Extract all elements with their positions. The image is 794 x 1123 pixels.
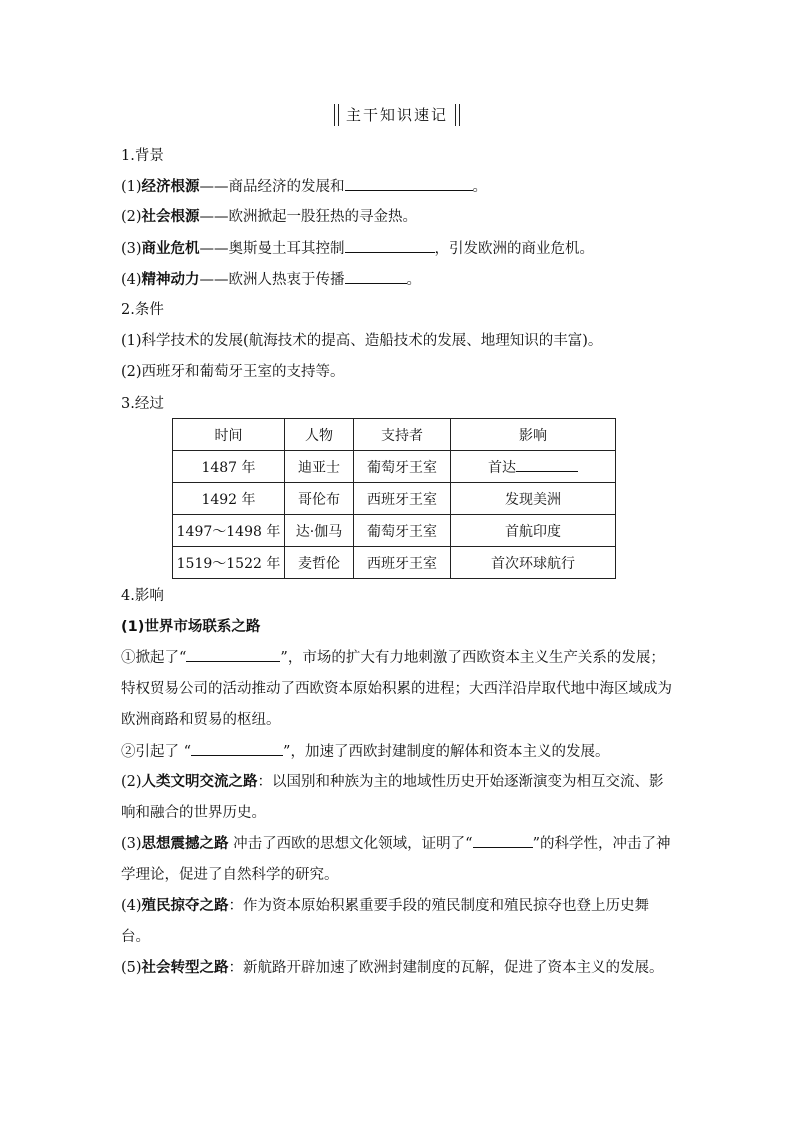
- paragraph-text: ：作为资本原始积累重要手段的殖民制度和殖民掠夺也登上历史舞台。: [121, 898, 650, 945]
- impact-paragraph-social-transformation: [121, 953, 673, 984]
- section-heading-impact: 4.影响: [121, 588, 164, 604]
- item-number: (4): [121, 272, 142, 288]
- impact-paragraph-thought-shock: [121, 829, 673, 891]
- impact-subheading-world-market: (1)世界市场联系之路: [121, 619, 261, 635]
- paragraph-text: ：新航路开辟加速了欧洲封建制度的瓦解，促进了资本主义的发展。: [228, 960, 664, 976]
- item-text: ——商品经济的发展和: [199, 179, 345, 195]
- fill-blank[interactable]: [516, 457, 578, 472]
- table-cell: 1497～1498 年: [173, 515, 285, 547]
- impact-paragraph-civilization-exchange: [121, 767, 673, 829]
- fill-blank[interactable]: [345, 269, 407, 284]
- table-cell: 达·伽马: [285, 515, 354, 547]
- item-keyword: 殖民掠夺之路: [141, 898, 229, 914]
- fill-blank[interactable]: [345, 176, 473, 191]
- paragraph-text: ”，加速了西欧封建制度的解体和资本主义的发展。: [283, 744, 610, 760]
- impact-paragraph-price-revolution: [121, 741, 609, 762]
- item-text: ——奥斯曼土耳其控制: [199, 241, 345, 257]
- item-number: (2): [121, 209, 142, 225]
- paragraph-text: ”，市场的扩大有力地刺激了西欧资本主义生产关系的发展；特权贸易公司的活动推动了西欧资本原始积累的进程；大西洋沿岸取代地中海区域成为欧洲商路和贸易的枢纽。: [121, 650, 672, 728]
- table-cell: 葡萄牙王室: [354, 515, 451, 547]
- item-keyword: 精神动力: [141, 272, 200, 288]
- item-number: (1): [121, 179, 142, 195]
- item-keyword: 思想震撼之路: [141, 836, 229, 852]
- section-heading-process: 3.经过: [121, 396, 164, 412]
- table-header-row: [173, 419, 616, 451]
- item-text: ——欧洲人热衷于传播: [199, 272, 345, 288]
- item-keyword: 社会转型之路: [141, 960, 229, 976]
- paragraph-text: ②引起了 “: [121, 744, 192, 760]
- table-cell: 首航印度: [451, 515, 616, 547]
- paragraph-text: ：以国别和种族为主的地域性历史开始逐渐演变为相互交流、影响和融合的世界历史。: [121, 774, 664, 821]
- fill-blank[interactable]: [473, 833, 533, 848]
- background-item-spiritual: [121, 269, 421, 290]
- title-container: [0, 104, 794, 125]
- table-cell: 发现美洲: [451, 483, 616, 515]
- table-row: [173, 483, 616, 515]
- table-row: [173, 451, 616, 483]
- table-cell: 麦哲伦: [285, 547, 354, 579]
- section-heading-conditions: 2.条件: [121, 302, 164, 318]
- paragraph-text: ”的科学性，冲击了神学理论，促进了自然科学的研究。: [121, 836, 671, 883]
- fill-blank[interactable]: [191, 741, 283, 756]
- background-item-social: [121, 207, 417, 227]
- conditions-item-royal-support: (2)西班牙和葡萄牙王室的支持等。: [121, 364, 345, 380]
- table-cell: [451, 451, 616, 483]
- table-cell: 葡萄牙王室: [354, 451, 451, 483]
- impact-paragraph-commercial-revolution: [121, 643, 673, 736]
- table-cell: 西班牙王室: [354, 547, 451, 579]
- item-number: (3): [121, 241, 142, 257]
- impact-text: 首达: [488, 459, 516, 476]
- item-text-end: ，引发欧洲的商业危机。: [434, 241, 595, 257]
- item-number: (4): [121, 898, 142, 914]
- page-title: 主干知识速记: [338, 104, 456, 125]
- item-keyword: 社会根源: [141, 209, 200, 225]
- paragraph-text: ①掀起了“: [121, 650, 187, 666]
- item-number: (5): [121, 960, 142, 976]
- item-number: (2): [121, 774, 142, 790]
- column-header-impact: 影响: [451, 419, 616, 451]
- column-header-person: 人物: [285, 419, 354, 451]
- item-keyword: 人类文明交流之路: [141, 774, 258, 790]
- table-row: [173, 547, 616, 579]
- item-number: (3): [121, 836, 142, 852]
- fill-blank[interactable]: [345, 238, 435, 253]
- paragraph-text: 冲击了西欧的思想文化领域，证明了“: [228, 836, 473, 852]
- item-text: ——欧洲掀起一股狂热的寻金热。: [199, 209, 418, 225]
- item-text-end: 。: [472, 179, 488, 195]
- item-text-end: 。: [406, 272, 422, 288]
- fill-blank[interactable]: [186, 647, 280, 662]
- table-cell: 1492 年: [173, 483, 285, 515]
- item-keyword: 商业危机: [141, 241, 200, 257]
- voyages-table: [172, 418, 616, 579]
- conditions-item-technology: (1)科学技术的发展(航海技术的提高、造船技术的发展、地理知识的丰富)。: [121, 333, 603, 349]
- background-item-commercial: [121, 238, 594, 259]
- table-cell: 首次环球航行: [451, 547, 616, 579]
- impact-paragraph-colonial-plunder: [121, 891, 673, 953]
- section-heading-background: 1.背景: [121, 148, 164, 164]
- table-cell: 1519～1522 年: [173, 547, 285, 579]
- table-cell: 1487 年: [173, 451, 285, 483]
- table-cell: 西班牙王室: [354, 483, 451, 515]
- table-cell: 哥伦布: [285, 483, 354, 515]
- column-header-supporter: 支持者: [354, 419, 451, 451]
- column-header-time: 时间: [173, 419, 285, 451]
- item-keyword: 经济根源: [141, 179, 200, 195]
- table-cell: 迪亚士: [285, 451, 354, 483]
- table-row: [173, 515, 616, 547]
- background-item-economic: [121, 176, 487, 197]
